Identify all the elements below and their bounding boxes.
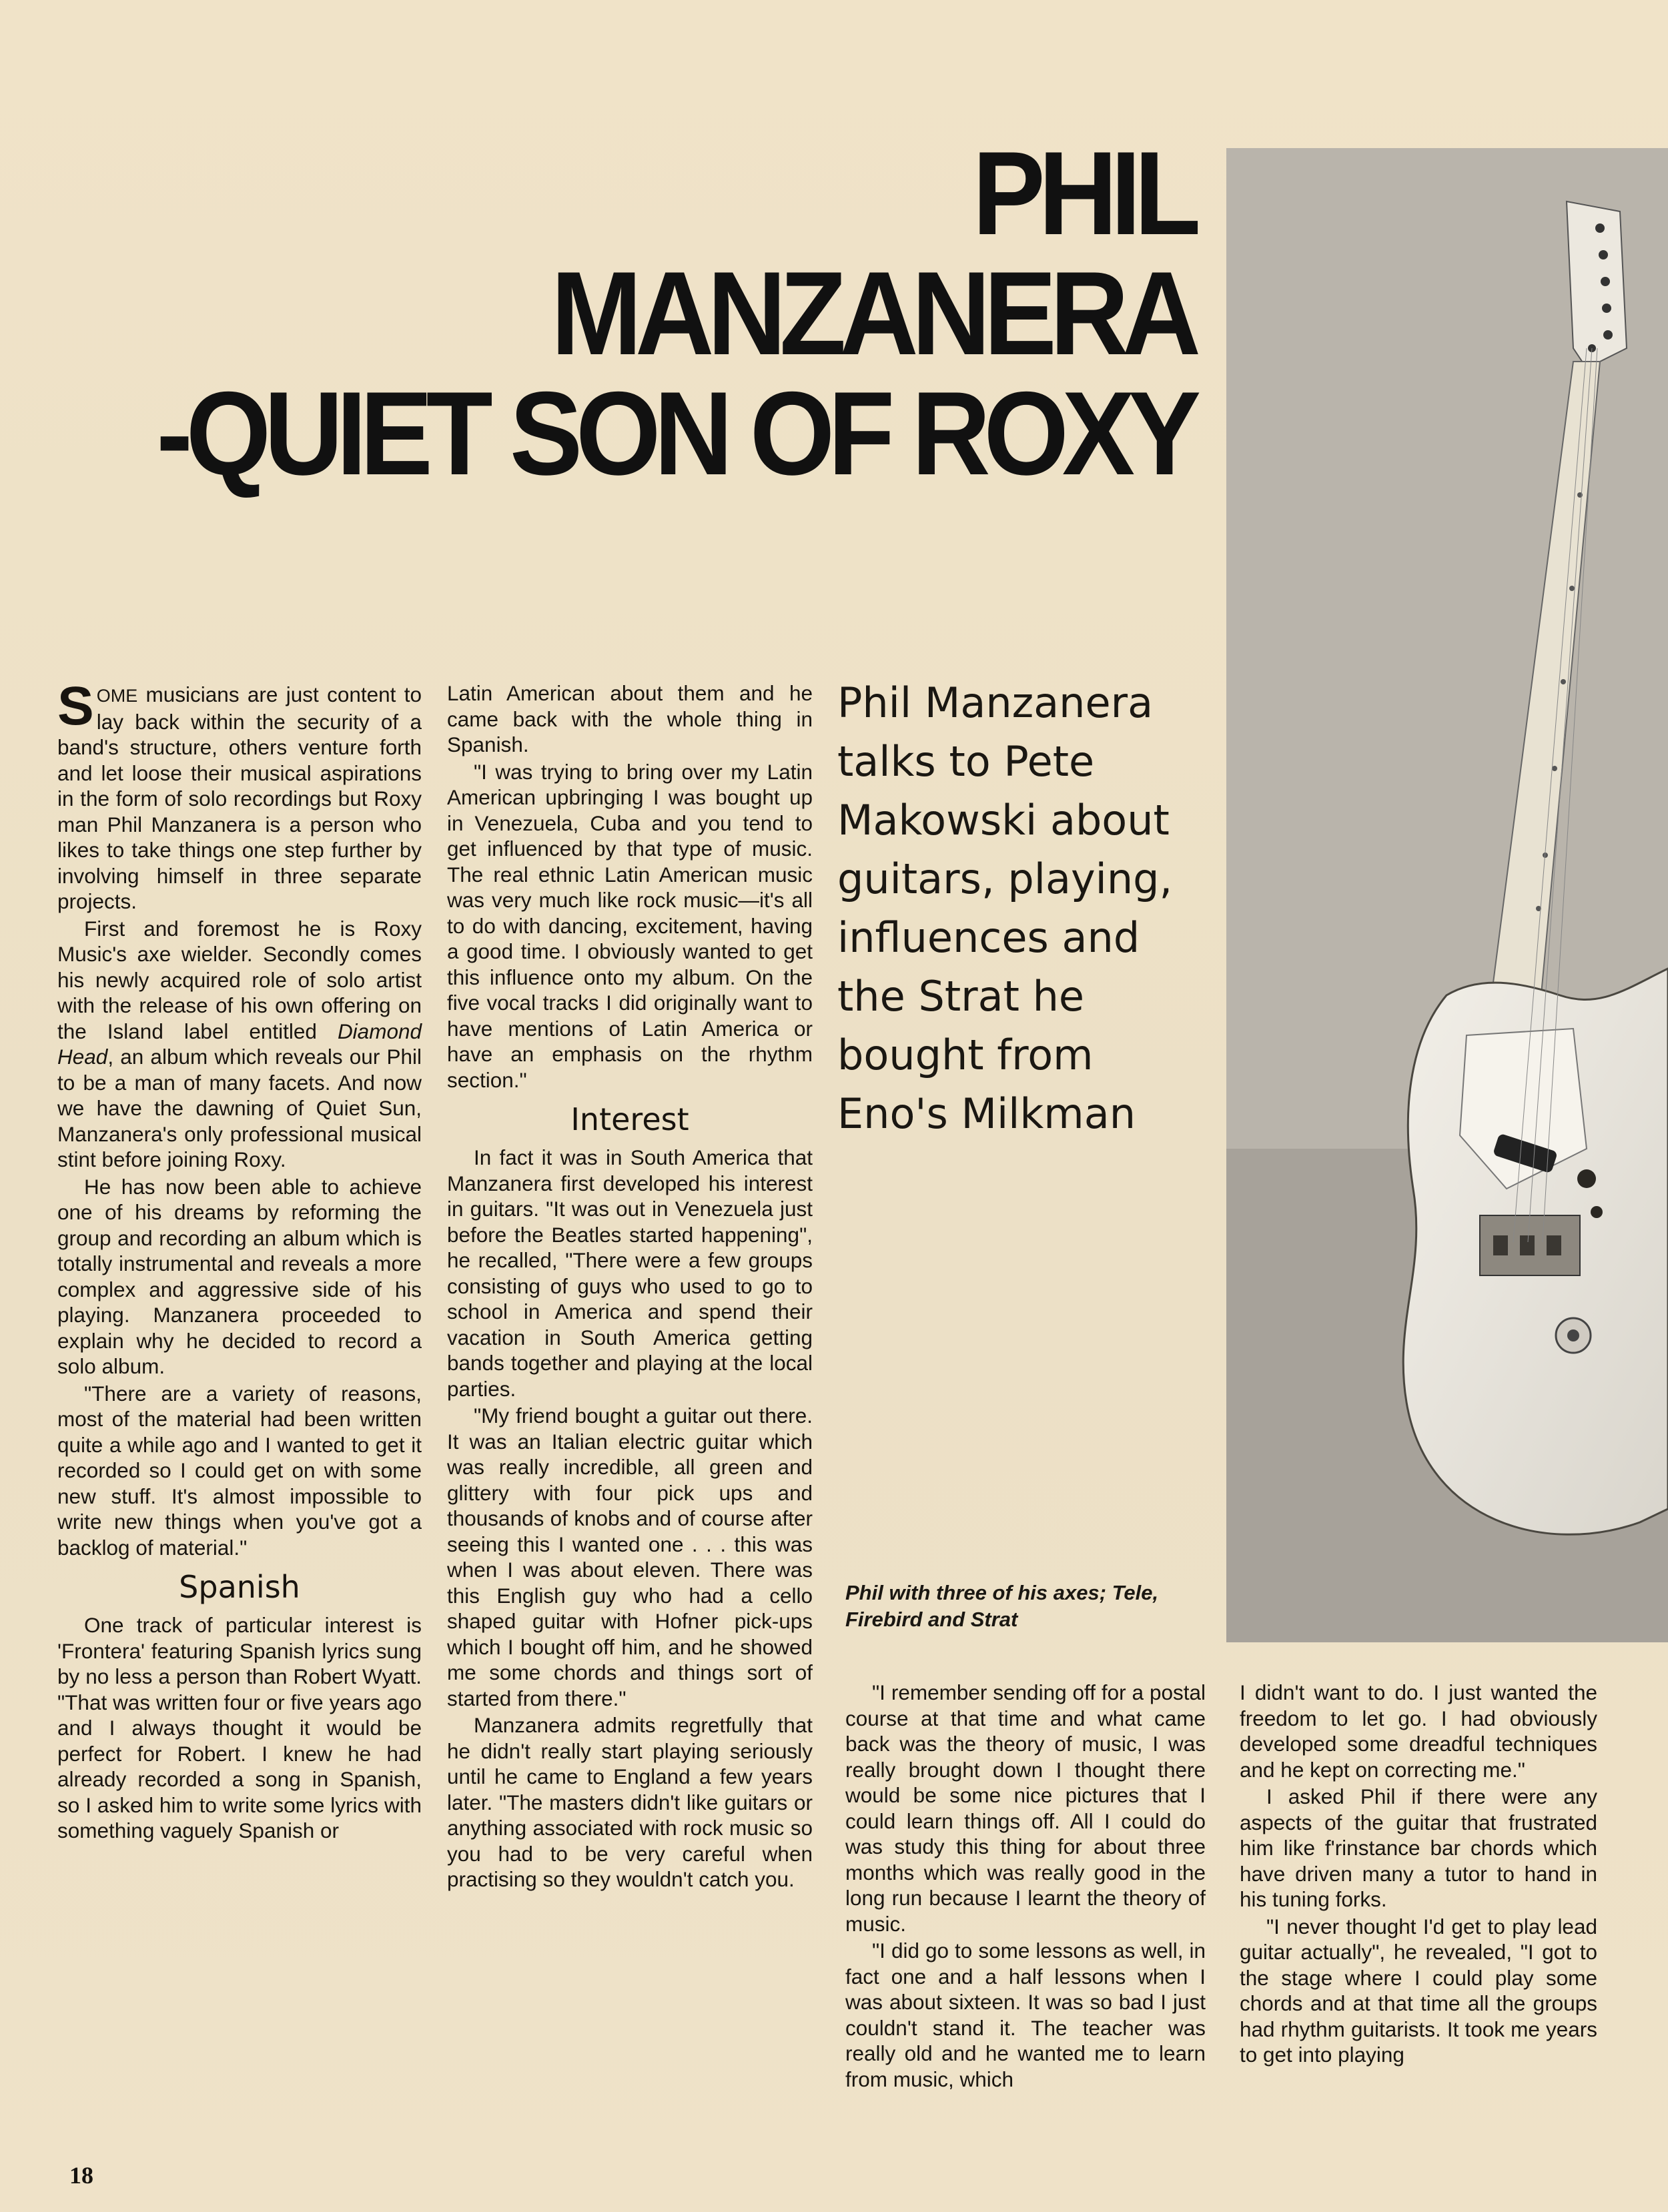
paragraph: Latin American about them and he came back with the whole thing in Spanish. [447,681,813,756]
paragraph: "I remember sending off for a postal course at that time and what came back was the theory of music, I was really brought down I thought there would be some nice pictures that I could learn things off. All I could do was study this thing for about three months which was really good in the long run because I learnt the theory of music. [845,1680,1206,1936]
paragraph: He has now been able to achieve one of his dreams by reforming the group and recording an album which is totally instrumental and reveals a more complex and aggressive side of his playing. Manzanera proceeded to explain why he decided to record a solo album. [57,1174,422,1378]
paragraph: "I was trying to bring over my Latin American upbringing I was bought up in Venezuela, Cuba and you tend to get influenced by that type of music. The real ethnic Latin American music was very much like rock music—it's all to do with dancing, excitement, having a good time. I obviously wanted to get this influence onto my album. On the five vocal tracks I did originally want to have mentions of Latin America or have an emphasis on the rhythm section." [447,759,813,1092]
paragraph: I asked Phil if there were any aspects of the guitar that frustrated him like f'rinstance bar chords which have driven many a tutor to hand in his tuning forks. [1240,1784,1597,1911]
subhead-spanish: Spanish [179,1569,300,1605]
strapline: Phil Manzanera talks to Pete Makowski about guitars, playing, influences and the Strat he bought from Eno's Milkman [837,678,1173,1138]
subhead-interest: Interest [570,1101,689,1137]
article-column-3 [845,1680,1206,2093]
headline-line-3: -QUIET SON OF ROXY [156,367,1195,500]
headline [139,127,1195,500]
paragraph: First and foremost he is Roxy Music's axe wielder. Secondly comes his newly acquired role of solo artist with the release of his own offering on the Island label entitled Diamond Head, an album which reveals our Phil to be a man of many facets. And now we have the dawning of Quiet Sun, Manzanera's only professional musical stint before joining Roxy. [57,916,422,1171]
headline-line-2: MANZANERA [550,247,1194,380]
paragraph: One track of particular interest is 'Frontera' featuring Spanish lyrics sung by no less a person than Robert Wyatt. "That was written four or five years ago and I always thought it would be perfect for Robert. I knew he had already recorded a song in Spanish, so I asked him to write some lyrics with something vaguely Spanish or [57,1613,422,1842]
headline-line-1: PHIL [972,127,1194,259]
paragraph: "I never thought I'd get to play lead guitar actually", he revealed, "I got to the stage where I could play some chords and at that time all the groups had rhythm guitarists. It took me years to get into playing [1240,1914,1597,2067]
paragraph: In fact it was in South America that Manzanera first developed his interest in guitars. "It was out in Venezuela just before the Beatles started happening", he recalled, "There were a few groups consisting of guys who used to go to school in America and spend their vacation in South America getting bands together and playing at the local parties. [447,1145,813,1401]
drop-cap: S [57,676,94,736]
paragraph: Manzanera admits regretfully that he didn't really start playing seriously until he came to England a few years later. "The masters didn't like guitars or anything associated with rock music so you had to be very careful when practising so they wouldn't catch you. [447,1713,813,1891]
photo-caption: Phil with three of his axes; Tele, Firebird and Strat [845,1581,1159,1631]
article-column-4 [1240,1680,1597,2069]
paragraph: "I did go to some lessons as well, in fact one and a half lessons when I was about sixteen. It was so bad I just couldn't stand it. The teacher was really old and he wanted me to learn from music, which [845,1939,1206,2091]
guitar-photo [1226,148,1668,1642]
article-column-2 [447,680,813,1894]
paragraph: "There are a variety of reasons, most of the material had been written quite a while ago and I wanted to get it recorded so I could get on with some new stuff. It's almost impossible to write new things when you've got a backlog of material." [57,1381,422,1560]
paragraph: "My friend bought a guitar out there. It was an Italian electric guitar which was really incredible, all green and glittery with four pick ups and thousands of knobs and of course after seeing this I wanted one . . . this was when I was about eleven. There was this English guy who had a cello shaped guitar with Hofner pick-ups which I bought off him, and he showed me some chords and things sort of started from there." [447,1404,813,1710]
article-column-1 [57,676,422,1845]
lead-smallcaps: OME [96,686,138,706]
intro-paragraph: SOME musicians are just content to lay back within the security of a band's structure, others venture forth and let loose their musical aspirations in the form of solo recordings but Roxy man Phil Manzanera is a person who likes to take things one step further by involving himself in three separate projects. [57,676,422,913]
album-title: Diamond Head [57,1019,422,1069]
telecaster-illustration [1226,148,1668,1642]
page-number: 18 [69,2162,93,2189]
paragraph: I didn't want to do. I just wanted the freedom to let go. I had obviously developed some dreadful techniques and he kept on correcting me." [1240,1680,1597,1782]
